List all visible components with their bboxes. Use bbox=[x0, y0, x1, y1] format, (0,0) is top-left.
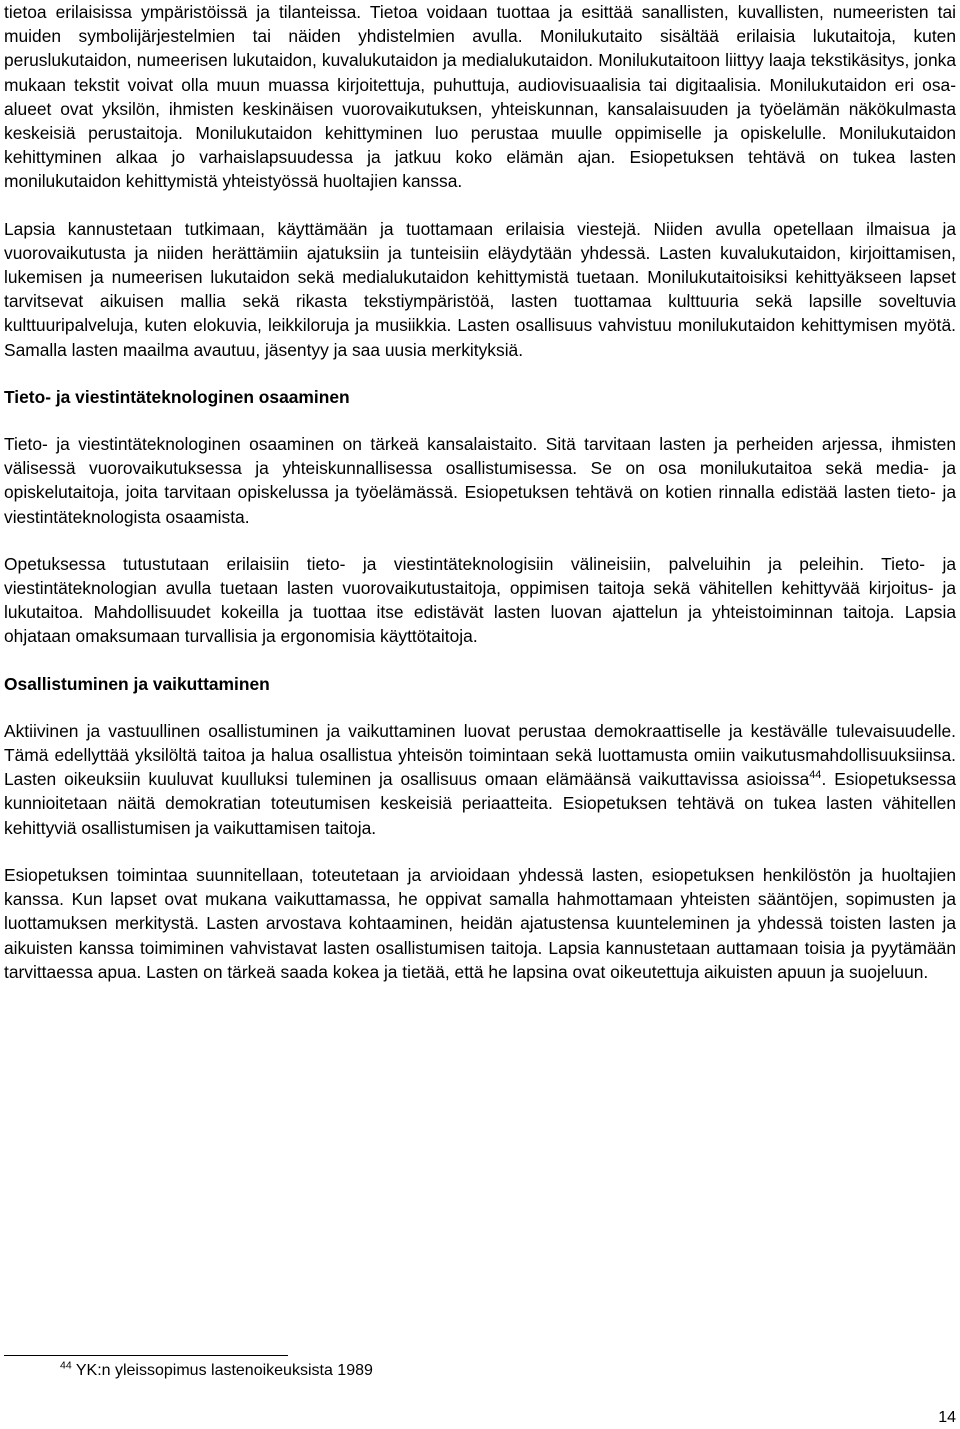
footnote-number: 44 bbox=[60, 1359, 72, 1372]
page-number: 14 bbox=[938, 1409, 956, 1426]
paragraph-ict-civic-skill: Tieto- ja viestintäteknologinen osaaminen on tärkeä kansalaistaito. Sitä tarvitaan lasten ja perheiden arjessa, ihmisten välisessä vuorovaikutuksessa ja yhteiskunnallisessa osallistumisessa. Se on osa monilukutaitoa sekä media- ja opiskelutaitoja, joita tarvitaan opiskelussa ja työelämässä. Esiopetuksen tehtävä on kotien rinnalla edistää lasten tieto- ja viestintäteknologista osaamista. bbox=[4, 434, 956, 527]
paragraph-planning-together: Esiopetuksen toimintaa suunnitellaan, toteutetaan ja arvioidaan yhdessä lasten, esiopetuksen henkilöstön ja huoltajien kanssa. Kun lapset ovat mukana vaikuttamassa, he oppivat samalla hahmottamaan yhteisten sääntöjen, sopimusten ja luottamuksen merkitystä. Lasten arvostava kohtaaminen, heidän ajatustensa kuunteleminen ja yhdessä toisten lasten ja aikuisten kanssa toimiminen vahvistavat lasten osallistumisen taitoja. Lapsia kannustetaan auttamaan toisia ja pyytämään tarvittaessa apua. Lasten on tärkeä saada kokea ja tietää, että he lapsina ovat oikeutettuja aikuisten apuun ja suojeluun. bbox=[4, 864, 956, 982]
footnote bbox=[60, 1360, 373, 1382]
paragraph-participation-text-start: Aktiivinen ja vastuullinen osallistuminen ja vaikuttaminen luovat perustaa demokraattiselle ja kestävälle tulevaisuudelle. Tämä edellyttää yksilöltä taitoa ja halua osallistua yhteisön toimintaan sekä luottamusta omiin vaikutusmahdollisuuksiinsa. Lasten oikeuksiin kuuluvat kuulluksi tuleminen ja osallisuus omaan elämäänsä vaikuttavissa asioissa bbox=[4, 720, 956, 790]
document-page bbox=[4, 0, 956, 984]
footnote-reference: 44 bbox=[809, 769, 822, 782]
footnote-separator bbox=[4, 1355, 288, 1356]
paragraph-multiliteracy: tietoa erilaisissa ympäristöissä ja tilanteissa. Tietoa voidaan tuottaa ja esittää sanallisten, kuvallisten, numeeristen tai muiden symbolijärjestelmien tai näiden yhdistelmien avulla. Monilukutaito sisältää erilaisia lukutaitoja, kuten peruslukutaidon, numeerisen lukutaidon, kuvalukutaidon ja medialukutaidon. Monilukutaitoon liittyy laaja tekstikäsitys, jonka mukaan tekstit voivat olla muun muassa kirjoitettuja, puhuttuja, audiovisuaalisia tai digitaalisia. Monilukutaidon eri osa-alueet ovat yksilön, ihmisten keskinäisen vuorovaikutuksen, yhteiskunnan, kansalaisuuden ja työelämän näkökulmasta keskeisiä perustaitoja. Monilukutaidon kehittyminen luo perustaa muulle oppimiselle ja opiskelulle. Monilukutaidon kehittyminen alkaa jo varhaislapsuudessa ja jatkuu koko elämän ajan. Esiopetuksen tehtävä on tukea lasten monilukutaidon kehittymistä yhteistyössä huoltajien kanssa. bbox=[4, 2, 956, 192]
footnote-text: YK:n yleissopimus lastenoikeuksista 1989 bbox=[71, 1362, 373, 1379]
paragraph-messages: Lapsia kannustetaan tutkimaan, käyttämään ja tuottamaan erilaisia viestejä. Niiden avulla opetellaan ilmaisua ja vuorovaikutusta ja niiden herättämiin ajatuksiin ja tunteisiin eläydytään yhdessä. Lasten kuvalukutaidon, kirjoittamisen, lukemisen ja numeerisen lukutaidon sekä medialukutaidon kehittymistä tuetaan. Monilukutaitoisiksi kehittyäkseen lapset tarvitsevat aikuisen mallia sekä rikasta tekstiympäristöä, lasten tuottamaa kulttuuria sekä lapsille soveltuvia kulttuuripalveluja, kuten elokuvia, leikkiloruja ja musiikkia. Lasten osallisuus vahvistuu monilukutaidon kehittymisen myötä. Samalla lasten maailma avautuu, jäsentyy ja saa uusia merkityksiä. bbox=[4, 218, 956, 360]
paragraph-ict-teaching: Opetuksessa tutustutaan erilaisiin tieto- ja viestintäteknologisiin välineisiin, palveluihin ja peleihin. Tieto- ja viestintäteknologian avulla tuetaan lasten vuorovaikutustaitoja, oppimisen taitoja sekä vähitellen kehittyvää kirjoitus- ja lukutaitoa. Mahdollisuudet kokeilla ja tuottaa itse edistävät lasten luovan ajattelun ja yhteistoiminnan taitoja. Lapsia ohjataan omaksumaan turvallisia ja ergonomisia käyttötaitoja. bbox=[4, 553, 956, 647]
paragraph-participation bbox=[4, 719, 956, 840]
heading-ict-competence: Tieto- ja viestintäteknologinen osaaminen bbox=[4, 386, 350, 407]
paragraph-participation-text-end: . Esiopetuksessa kunnioitetaan näitä demokratian toteutumisen keskeisiä periaatteita. Esiopetuksen tehtävä on tukea lasten vähitellen kehittyviä osallistumisen ja vaikuttamisen taitoja. bbox=[4, 769, 956, 838]
heading-participation: Osallistuminen ja vaikuttaminen bbox=[4, 673, 270, 694]
